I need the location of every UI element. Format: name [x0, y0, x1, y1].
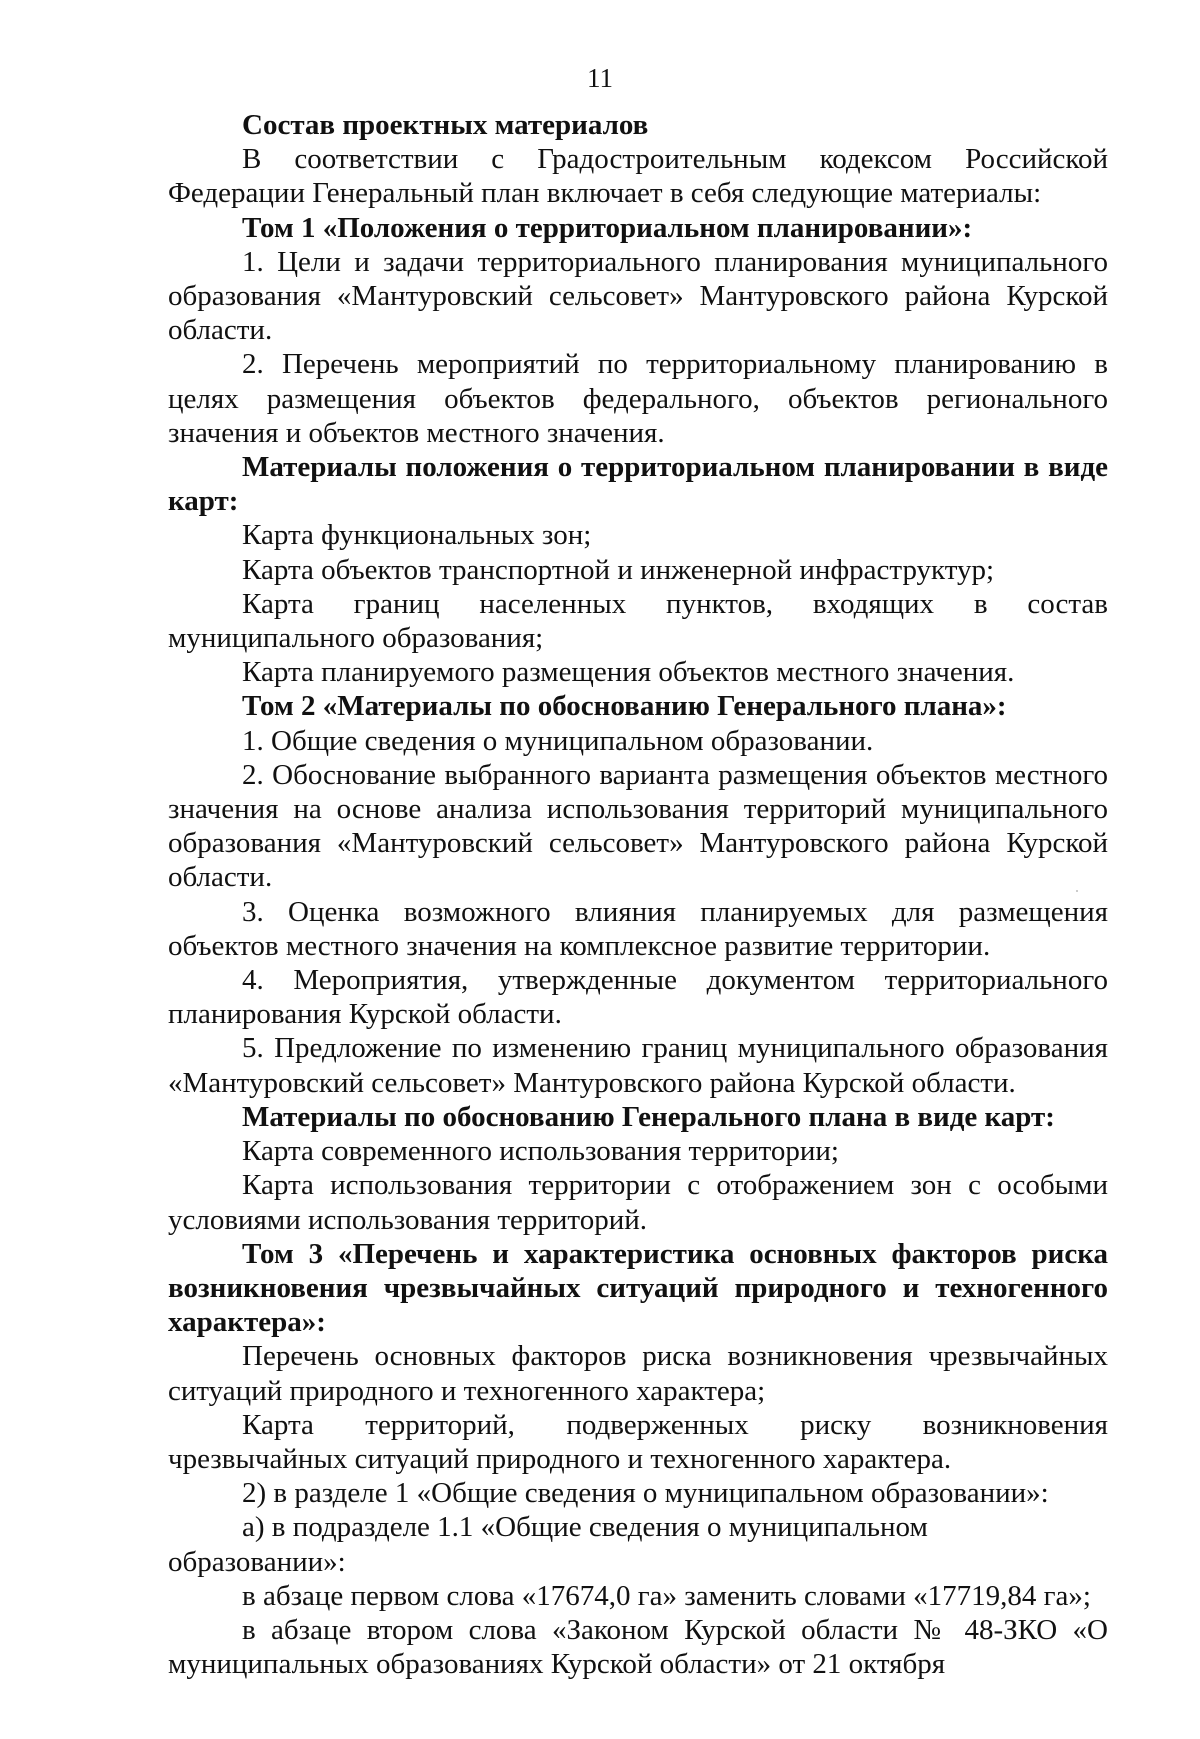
volume-2-item-5: 5. Предложение по изменению границ муниципального образования «Мантуровский сельсовет» Мантуровского района Курской области. [168, 1032, 1108, 1099]
volume-3-heading: Том 3 «Перечень и характеристика основных факторов риска возникновения чрезвычайных ситуаций природного и техногенного характера»: [168, 1237, 1108, 1339]
volume-3-item-risk-list: Перечень основных факторов риска возникновения чрезвычайных ситуаций природного и техногенного характера; [168, 1340, 1108, 1407]
section-heading-project-materials: Состав проектных материалов [242, 109, 649, 141]
amendment-subsection-1-1: а) в подразделе 1.1 «Общие сведения о муниципальном образовании»: [168, 1511, 928, 1578]
volume-2-heading: Том 2 «Материалы по обоснованию Генерального плана»: [242, 690, 1007, 723]
volume-2-item-4: 4. Мероприятия, утвержденные документом территориального планирования Курской области. [168, 964, 1108, 1031]
amendment-paragraph-2: в абзаце втором слова «Законом Курской области № 48-ЗКО «О муниципальных образованиях Курской области» от 21 октября [168, 1613, 1108, 1681]
volume-1-heading: Том 1 «Положения о территориальном планировании»: [242, 211, 973, 244]
amendment-section-1: 2) в разделе 1 «Общие сведения о муниципальном образовании»: [242, 1477, 1049, 1510]
volume-2-maps-heading: Материалы по обоснованию Генерального плана в виде карт: [242, 1100, 1055, 1133]
volume-2-item-3: 3. Оценка возможного влияния планируемых для размещения объектов местного значения на комплексное развитие территории. [168, 895, 1108, 962]
map-item-infrastructure: Карта объектов транспортной и инженерной инфраструктур; [242, 553, 995, 586]
amendment-paragraph-1: в абзаце первом слова «17674,0 га» заменить словами «17719,84 га»; [242, 1579, 1091, 1612]
map-item-settlement-borders: Карта границ населенных пунктов, входящих в состав муниципального образования; [168, 587, 1108, 655]
volume-1-item-1: 1. Цели и задачи территориального планирования муниципального образования «Мантуровский сельсовет» Мантуровского района Курской области. [168, 245, 1108, 347]
volume-1-item-2: 2. Перечень мероприятий по территориальному планированию в целях размещения объектов федерального, объектов регионального значения и объектов местного значения. [168, 348, 1108, 449]
volume-3-item-risk-map: Карта территорий, подверженных риску возникновения чрезвычайных ситуаций природного и техногенного характера. [168, 1408, 1108, 1475]
map-item-current-use: Карта современного использования территории; [242, 1135, 839, 1168]
map-item-functional-zones: Карта функциональных зон; [242, 519, 592, 552]
document-body [168, 108, 1108, 1681]
volume-2-item-1: 1. Общие сведения о муниципальном образовании. [242, 724, 874, 757]
map-item-special-zones: Карта использования территории с отображением зон с особыми условиями использования территорий. [168, 1169, 1108, 1236]
scan-speck [1076, 890, 1078, 892]
map-item-local-objects: Карта планируемого размещения объектов местного значения. [242, 656, 1015, 689]
paragraph-intro: В соответствии с Градостроительным кодексом Российской Федерации Генеральный план включает в себя следующие материалы: [168, 143, 1108, 210]
volume-2-item-2: 2. Обоснование выбранного варианта размещения объектов местного значения на основе анализа использования территорий муниципального образования «Мантуровский сельсовет» Мантуровского района Курской области. [168, 758, 1108, 894]
page-number: 11 [587, 63, 613, 93]
volume-1-maps-heading: Материалы положения о территориальном планировании в виде карт: [168, 451, 1108, 518]
